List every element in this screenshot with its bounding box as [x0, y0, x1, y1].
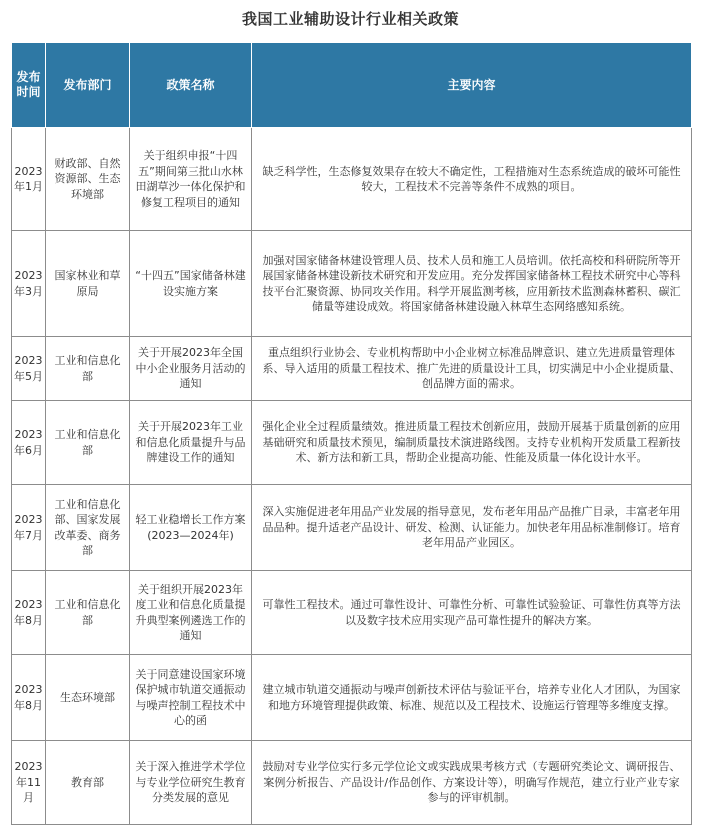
table-row	[12, 571, 692, 655]
table-row	[12, 128, 692, 231]
cell-content: 可靠性工程技术。通过可靠性设计、可靠性分析、可靠性试验验证、可靠性仿真等方法以及数字技术应用实现产品可靠性提升的解决方案。	[252, 571, 692, 655]
table-row	[12, 337, 692, 401]
cell-date: 2023年8月	[12, 655, 46, 741]
cell-name: 关于开展2023年全国中小企业服务月活动的通知	[130, 337, 252, 401]
page-title: 我国工业辅助设计行业相关政策	[241, 10, 459, 28]
table-row	[12, 401, 692, 485]
table-row	[12, 231, 692, 337]
cell-content: 缺乏科学性，生态修复效果存在较大不确定性，工程措施对生态系统造成的破坏可能性较大，工程技术不完善等条件不成熟的项目。	[252, 128, 692, 231]
cell-content: 深入实施促进老年用品产业发展的指导意见，发布老年用品产品推广目录，丰富老年用品品种。提升适老产品设计、研发、检测、认证能力。加快老年用品标准制修订。培育老年用品产业园区。	[252, 485, 692, 571]
cell-date: 2023年8月	[12, 571, 46, 655]
cell-date: 2023年1月	[12, 128, 46, 231]
table-header-row	[12, 43, 692, 128]
cell-content: 强化企业全过程质量绩效。推进质量工程技术创新应用，鼓励开展基于质量创新的应用基础研究和质量技术预见，编制质量技术演进路线图。支持专业机构开发质量工程新技术、新方法和新工具，帮助企业提高功能、性能及质量一体化设计水平。	[252, 401, 692, 485]
table-row	[12, 741, 692, 825]
table-row	[12, 485, 692, 571]
cell-date: 2023年11月	[12, 741, 46, 825]
policy-table	[11, 42, 692, 825]
cell-date: 2023年6月	[12, 401, 46, 485]
cell-date: 2023年5月	[12, 337, 46, 401]
cell-dept: 工业和信息化部	[46, 571, 130, 655]
cell-content: 建立城市轨道交通振动与噪声创新技术评估与验证平台，培养专业化人才团队，为国家和地方环境管理提供政策、标准、规范以及工程技术、设施运行管理等多维度支撑。	[252, 655, 692, 741]
header-name: 政策名称	[130, 43, 252, 128]
cell-name: 关于组织开展2023年度工业和信息化质量提升典型案例遴选工作的通知	[130, 571, 252, 655]
header-content: 主要内容	[252, 43, 692, 128]
cell-dept: 生态环境部	[46, 655, 130, 741]
cell-dept: 工业和信息化部、国家发展改革委、商务部	[46, 485, 130, 571]
cell-name: 轻工业稳增长工作方案(2023—2024年)	[130, 485, 252, 571]
cell-dept: 工业和信息化部	[46, 337, 130, 401]
cell-content: 鼓励对专业学位实行多元学位论文或实践成果考核方式（专题研究类论文、调研报告、案例分析报告、产品设计/作品创作、方案设计等），明确写作规范，建立行业产业专家参与的评审机制。	[252, 741, 692, 825]
cell-dept: 工业和信息化部	[46, 401, 130, 485]
cell-name: 关于组织申报“十四五”期间第三批山水林田湖草沙一体化保护和修复工程项目的通知	[130, 128, 252, 231]
cell-dept: 教育部	[46, 741, 130, 825]
cell-name: 关于同意建设国家环境保护城市轨道交通振动与噪声控制工程技术中心的函	[130, 655, 252, 741]
cell-name: 关于深入推进学术学位与专业学位研究生教育分类发展的意见	[130, 741, 252, 825]
cell-content: 重点组织行业协会、专业机构帮助中小企业树立标准品牌意识、建立先进质量管理体系、导入适用的质量工程技术、推广先进的质量设计工具，切实满足中小企业提质量、创品牌方面的需求。	[252, 337, 692, 401]
cell-date: 2023年3月	[12, 231, 46, 337]
cell-dept: 国家林业和草原局	[46, 231, 130, 337]
header-dept: 发布部门	[46, 43, 130, 128]
table-row	[12, 655, 692, 741]
cell-content: 加强对国家储备林建设管理人员、技术人员和施工人员培训。依托高校和科研院所等开展国家储备林建设新技术研究和开发应用。充分发挥国家储备林工程技术研究中心等科技平台汇聚资源、协同攻关作用。科学开展监测考核，应用新技术监测森林蓄积、碳汇储量等建设成效。将国家储备林建设融入林草生态网络感知系统。	[252, 231, 692, 337]
header-date: 发布时间	[12, 43, 46, 128]
cell-date: 2023年7月	[12, 485, 46, 571]
cell-name: 关于开展2023年工业和信息化质量提升与品牌建设工作的通知	[130, 401, 252, 485]
cell-dept: 财政部、自然资源部、生态环境部	[46, 128, 130, 231]
cell-name: “十四五”国家储备林建设实施方案	[130, 231, 252, 337]
